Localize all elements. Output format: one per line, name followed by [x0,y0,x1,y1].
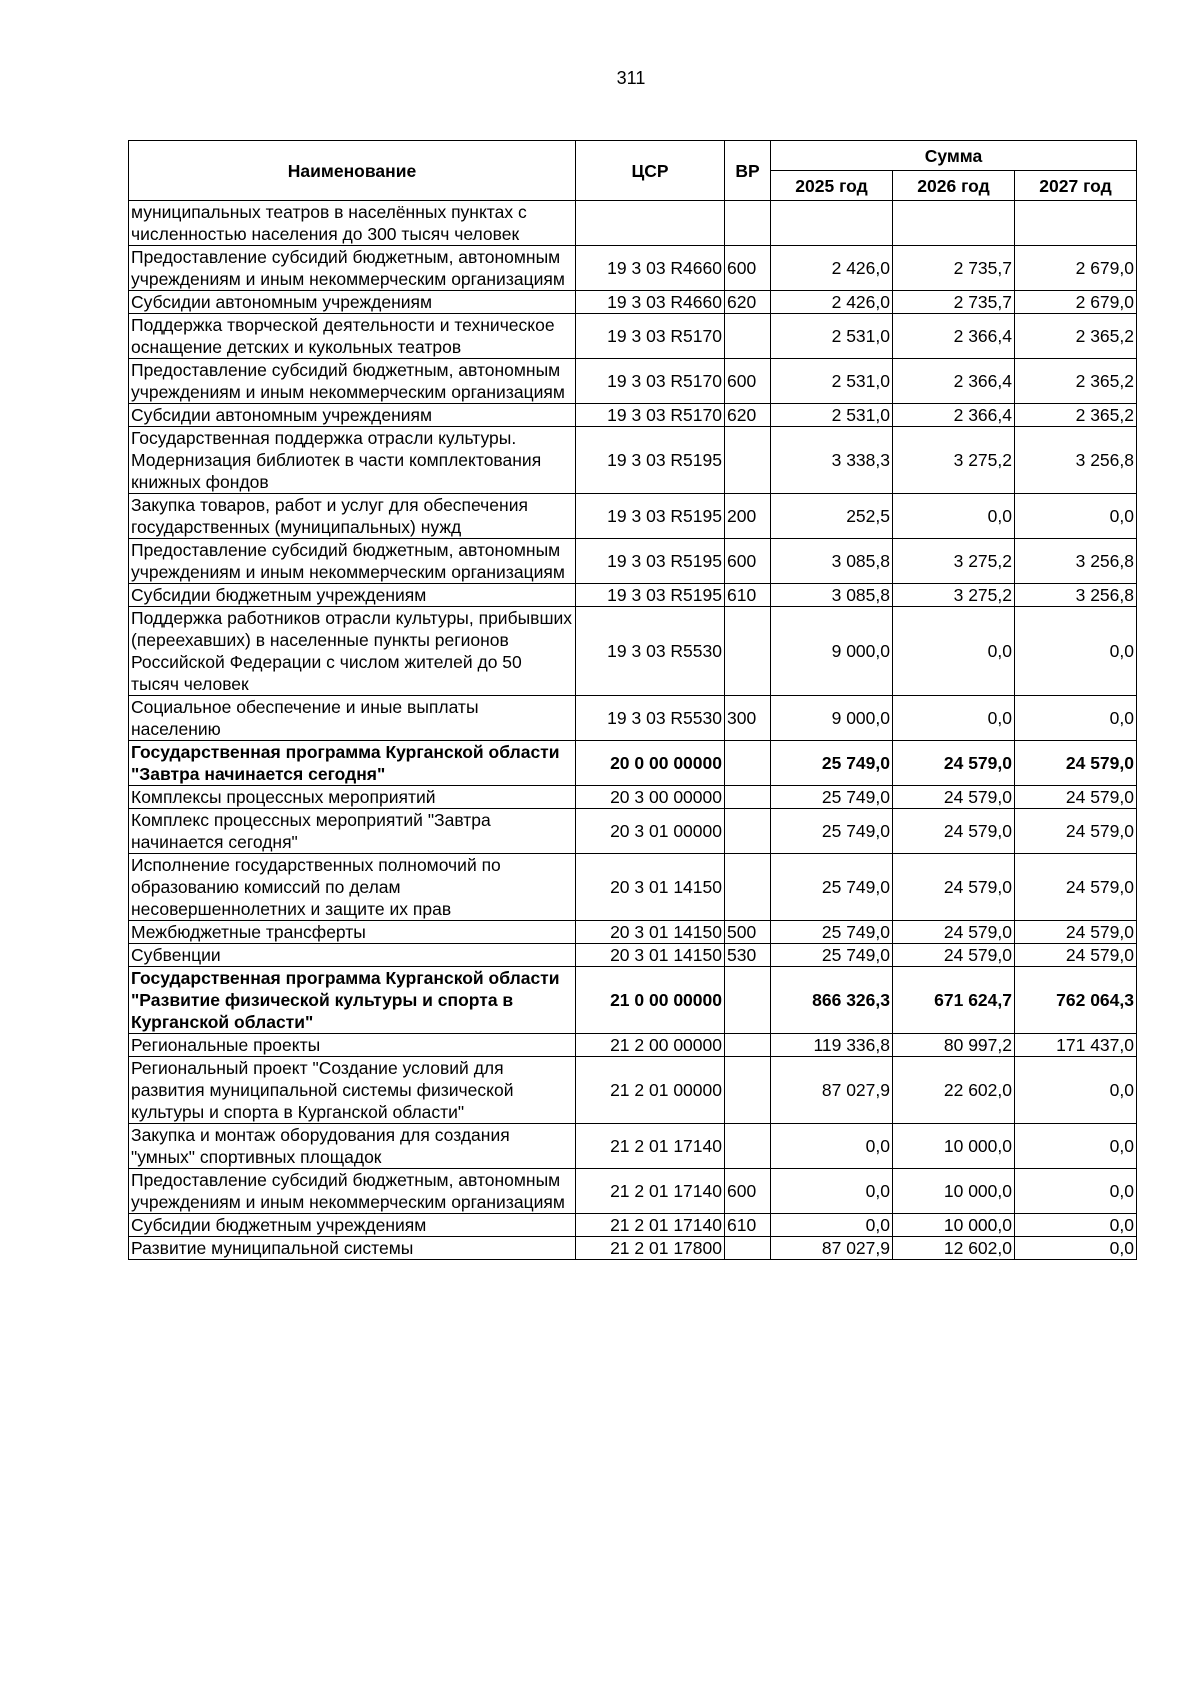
row-sum-2025: 119 336,8 [771,1034,893,1057]
table-row [129,741,1137,786]
table-row [129,921,1137,944]
table-row [129,786,1137,809]
row-csr [576,201,725,246]
table-row [129,291,1137,314]
row-vr [725,854,771,921]
header-2026: 2026 год [893,171,1015,201]
row-csr: 19 3 03 R5195 [576,427,725,494]
row-sum-2025: 2 531,0 [771,359,893,404]
table-row [129,1034,1137,1057]
row-sum-2026: 671 624,7 [893,967,1015,1034]
table-row [129,809,1137,854]
table-row [129,854,1137,921]
row-csr: 21 2 01 17140 [576,1169,725,1214]
row-sum-2026: 24 579,0 [893,741,1015,786]
row-sum-2025: 0,0 [771,1169,893,1214]
row-csr: 19 3 03 R4660 [576,291,725,314]
row-sum-2025: 9 000,0 [771,696,893,741]
row-name: Региональные проекты [129,1034,576,1057]
row-vr [725,1057,771,1124]
row-vr: 600 [725,246,771,291]
row-sum-2027: 24 579,0 [1015,921,1137,944]
row-name: Поддержка работников отрасли культуры, прибывших (переехавших) в населенные пункты регионов Российской Федерации с числом жителей до 50 тысяч человек [129,607,576,696]
row-csr: 21 0 00 00000 [576,967,725,1034]
row-sum-2026: 0,0 [893,494,1015,539]
row-sum-2027: 0,0 [1015,607,1137,696]
row-csr: 21 2 01 17140 [576,1124,725,1169]
header-2025: 2025 год [771,171,893,201]
row-vr: 620 [725,404,771,427]
row-vr [725,1237,771,1260]
row-vr: 300 [725,696,771,741]
row-sum-2025: 2 426,0 [771,246,893,291]
row-sum-2026: 24 579,0 [893,786,1015,809]
row-name: Субвенции [129,944,576,967]
row-csr: 21 2 00 00000 [576,1034,725,1057]
header-2027: 2027 год [1015,171,1137,201]
row-name: Социальное обеспечение и иные выплаты населению [129,696,576,741]
table-header [129,141,1137,201]
row-sum-2027: 3 256,8 [1015,427,1137,494]
row-vr: 200 [725,494,771,539]
row-sum-2027: 0,0 [1015,1057,1137,1124]
row-name: Предоставление субсидий бюджетным, автономным учреждениям и иным некоммерческим организациям [129,359,576,404]
row-name: Региональный проект "Создание условий для развития муниципальной системы физической культуры и спорта в Курганской области" [129,1057,576,1124]
row-vr [725,786,771,809]
row-sum-2026: 0,0 [893,696,1015,741]
row-sum-2025 [771,201,893,246]
row-vr [725,607,771,696]
row-vr [725,314,771,359]
row-sum-2025: 3 085,8 [771,584,893,607]
row-sum-2026: 10 000,0 [893,1169,1015,1214]
row-sum-2026: 2 366,4 [893,314,1015,359]
row-sum-2026: 10 000,0 [893,1124,1015,1169]
row-sum-2027: 2 679,0 [1015,291,1137,314]
row-sum-2027: 24 579,0 [1015,786,1137,809]
row-vr [725,967,771,1034]
row-sum-2027: 762 064,3 [1015,967,1137,1034]
table-row [129,607,1137,696]
row-name: Государственная программа Курганской области "Развитие физической культуры и спорта в Курганской области" [129,967,576,1034]
row-sum-2025: 3 338,3 [771,427,893,494]
row-sum-2025: 87 027,9 [771,1057,893,1124]
row-sum-2027: 2 365,2 [1015,314,1137,359]
row-sum-2026: 80 997,2 [893,1034,1015,1057]
row-name: Субсидии автономным учреждениям [129,291,576,314]
row-csr: 20 3 01 14150 [576,854,725,921]
row-sum-2026: 2 735,7 [893,246,1015,291]
table-row [129,696,1137,741]
row-csr: 21 2 01 17140 [576,1214,725,1237]
row-sum-2027: 171 437,0 [1015,1034,1137,1057]
row-csr: 19 3 03 R5530 [576,607,725,696]
row-name: Закупка и монтаж оборудования для создания "умных" спортивных площадок [129,1124,576,1169]
row-sum-2025: 25 749,0 [771,809,893,854]
row-name: Исполнение государственных полномочий по образованию комиссий по делам несовершеннолетних и защите их прав [129,854,576,921]
row-csr: 21 2 01 00000 [576,1057,725,1124]
row-sum-2027: 0,0 [1015,696,1137,741]
row-sum-2027: 3 256,8 [1015,539,1137,584]
row-csr: 19 3 03 R5170 [576,404,725,427]
row-sum-2027: 0,0 [1015,1124,1137,1169]
row-csr: 20 3 01 14150 [576,921,725,944]
row-vr [725,809,771,854]
budget-table [128,140,1137,1260]
table-row [129,1214,1137,1237]
table-row [129,404,1137,427]
header-vr: ВР [725,141,771,201]
table-row [129,314,1137,359]
table-row [129,539,1137,584]
row-sum-2025: 9 000,0 [771,607,893,696]
row-sum-2027: 0,0 [1015,1237,1137,1260]
row-sum-2026: 24 579,0 [893,854,1015,921]
row-name: Предоставление субсидий бюджетным, автономным учреждениям и иным некоммерческим организациям [129,539,576,584]
row-sum-2025: 25 749,0 [771,741,893,786]
row-sum-2025: 0,0 [771,1214,893,1237]
row-csr: 19 3 03 R5530 [576,696,725,741]
row-sum-2025: 2 426,0 [771,291,893,314]
row-vr: 600 [725,359,771,404]
row-sum-2025: 0,0 [771,1124,893,1169]
table-row [129,427,1137,494]
row-vr [725,1124,771,1169]
table-row [129,359,1137,404]
row-sum-2025: 252,5 [771,494,893,539]
row-name: Межбюджетные трансферты [129,921,576,944]
row-vr: 610 [725,1214,771,1237]
row-sum-2026: 2 735,7 [893,291,1015,314]
row-sum-2027: 2 365,2 [1015,404,1137,427]
header-sum: Сумма [771,141,1137,171]
row-csr: 19 3 03 R5195 [576,539,725,584]
row-sum-2027 [1015,201,1137,246]
table-row [129,201,1137,246]
row-sum-2025: 25 749,0 [771,921,893,944]
table-body [129,201,1137,1260]
row-sum-2026: 12 602,0 [893,1237,1015,1260]
row-vr [725,201,771,246]
row-sum-2027: 2 679,0 [1015,246,1137,291]
row-sum-2027: 3 256,8 [1015,584,1137,607]
row-name: Комплекс процессных мероприятий "Завтра начинается сегодня" [129,809,576,854]
row-csr: 20 3 01 00000 [576,809,725,854]
row-sum-2025: 25 749,0 [771,944,893,967]
row-csr: 19 3 03 R4660 [576,246,725,291]
row-sum-2027: 2 365,2 [1015,359,1137,404]
row-sum-2027: 0,0 [1015,1214,1137,1237]
row-csr: 19 3 03 R5170 [576,359,725,404]
row-sum-2027: 24 579,0 [1015,809,1137,854]
row-name: Развитие муниципальной системы [129,1237,576,1260]
row-sum-2027: 0,0 [1015,494,1137,539]
row-name: муниципальных театров в населённых пунктах с численностью населения до 300 тысяч человек [129,201,576,246]
row-sum-2025: 3 085,8 [771,539,893,584]
header-name: Наименование [129,141,576,201]
row-csr: 19 3 03 R5195 [576,584,725,607]
row-sum-2026: 3 275,2 [893,539,1015,584]
row-csr: 19 3 03 R5170 [576,314,725,359]
row-sum-2026 [893,201,1015,246]
row-name: Субсидии бюджетным учреждениям [129,584,576,607]
row-vr: 610 [725,584,771,607]
row-name: Комплексы процессных мероприятий [129,786,576,809]
row-vr: 600 [725,539,771,584]
row-sum-2025: 25 749,0 [771,854,893,921]
row-csr: 20 3 01 14150 [576,944,725,967]
row-vr [725,1034,771,1057]
row-vr: 600 [725,1169,771,1214]
table-row [129,494,1137,539]
table-row [129,1057,1137,1124]
row-name: Предоставление субсидий бюджетным, автономным учреждениям и иным некоммерческим организациям [129,1169,576,1214]
row-name: Государственная программа Курганской области "Завтра начинается сегодня" [129,741,576,786]
row-sum-2027: 24 579,0 [1015,944,1137,967]
row-vr: 620 [725,291,771,314]
row-sum-2026: 0,0 [893,607,1015,696]
row-csr: 20 0 00 00000 [576,741,725,786]
row-sum-2025: 87 027,9 [771,1237,893,1260]
row-name: Субсидии бюджетным учреждениям [129,1214,576,1237]
row-name: Закупка товаров, работ и услуг для обеспечения государственных (муниципальных) нужд [129,494,576,539]
row-sum-2027: 24 579,0 [1015,741,1137,786]
table-row [129,967,1137,1034]
row-sum-2026: 24 579,0 [893,944,1015,967]
row-sum-2027: 0,0 [1015,1169,1137,1214]
row-vr: 500 [725,921,771,944]
row-csr: 21 2 01 17800 [576,1237,725,1260]
table-row [129,246,1137,291]
table-row [129,1169,1137,1214]
header-csr: ЦСР [576,141,725,201]
row-name: Поддержка творческой деятельности и техническое оснащение детских и кукольных театров [129,314,576,359]
row-vr: 530 [725,944,771,967]
table-row [129,1124,1137,1169]
page-number: 311 [616,68,646,88]
row-vr [725,741,771,786]
row-sum-2025: 25 749,0 [771,786,893,809]
row-name: Предоставление субсидий бюджетным, автономным учреждениям и иным некоммерческим организациям [129,246,576,291]
row-sum-2026: 3 275,2 [893,584,1015,607]
row-vr [725,427,771,494]
row-sum-2026: 24 579,0 [893,809,1015,854]
row-sum-2026: 24 579,0 [893,921,1015,944]
row-sum-2026: 22 602,0 [893,1057,1015,1124]
row-name: Субсидии автономным учреждениям [129,404,576,427]
row-csr: 20 3 00 00000 [576,786,725,809]
row-sum-2025: 2 531,0 [771,404,893,427]
row-sum-2026: 3 275,2 [893,427,1015,494]
row-sum-2025: 2 531,0 [771,314,893,359]
table-row [129,944,1137,967]
row-sum-2026: 2 366,4 [893,404,1015,427]
table-row [129,584,1137,607]
row-csr: 19 3 03 R5195 [576,494,725,539]
row-sum-2026: 2 366,4 [893,359,1015,404]
row-sum-2025: 866 326,3 [771,967,893,1034]
row-sum-2026: 10 000,0 [893,1214,1015,1237]
table-row [129,1237,1137,1260]
row-sum-2027: 24 579,0 [1015,854,1137,921]
row-name: Государственная поддержка отрасли культуры. Модернизация библиотек в части комплектования книжных фондов [129,427,576,494]
